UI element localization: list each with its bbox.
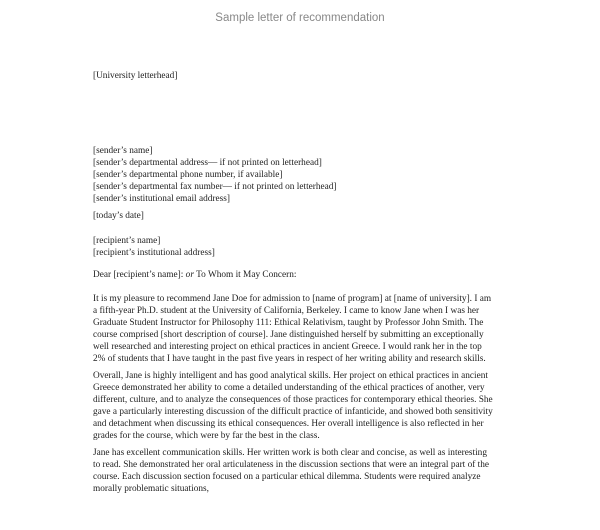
sender-address: [sender’s departmental address— if not printed on letterhead] [93, 157, 322, 168]
sender-phone: [sender’s departmental phone number, if available] [93, 169, 283, 180]
paragraph-line: 2% of students that I have taught in the past five years in respect of her writing ability and research skills. [93, 353, 486, 364]
paragraph-line: a fifth-year Ph.D. student at the University of California, Berkeley. I came to know Jane when I was her [93, 305, 480, 316]
paragraph-line: grades for the course, which were by far the best in the class. [93, 430, 320, 441]
salutation-dear: Dear [recipient’s name]: [93, 270, 186, 280]
paragraph-line: different, culture, and to analyze the consequences of those practices for contemporary ethical theories. She [93, 394, 493, 405]
letterhead-placeholder: [University letterhead] [93, 71, 178, 81]
body-paragraph-1 [93, 294, 513, 365]
paragraph-line: and detachment when discussing its ethical consequences. Her overall intelligence is also reflected in her [93, 418, 484, 429]
paragraph-line: course. Each discussion section focused on a particular ethical dilemma. Students were required analyze [93, 471, 481, 482]
paragraph-line: Jane has excellent communication skills. Her written work is both clear and concise, as well as interesting [93, 448, 487, 458]
sender-name: [sender’s name] [93, 146, 153, 156]
paragraph-line: morally problematic situations, [93, 483, 209, 494]
recipient-name: [recipient’s name] [93, 236, 161, 246]
paragraph-line: to read. She demonstrated her oral articulateness in the discussion sections that were an integral part of the [93, 459, 490, 470]
paragraph-line: Overall, Jane is highly intelligent and has good analytical skills. Her project on ethical practices in ancient [93, 371, 488, 381]
letter-date: [today’s date] [93, 211, 144, 221]
body-paragraph-3 [93, 448, 513, 496]
recipient-address: [recipient’s institutional address] [93, 247, 215, 258]
page-title: Sample letter of recommendation [215, 12, 385, 24]
paragraph-line: Greece demonstrated her ability to come a detailed understanding of the ethical practices of another, very [93, 382, 485, 393]
body-paragraph-2 [93, 371, 513, 442]
paragraph-line: well researched and interesting project on ethical practices in ancient Greece. I would rank her in the top [93, 341, 482, 352]
paragraph-line: course comprised [short description of course]. Jane distinguished herself by submitting an exceptionally [93, 329, 484, 340]
paragraph-line: gave a particularly interesting discussion of the difficult practice of infanticide, and showed both sensitivity [93, 406, 493, 417]
salutation-or: or [185, 270, 194, 280]
salutation [93, 270, 513, 282]
sender-fax: [sender’s departmental fax number— if not printed on letterhead] [93, 181, 337, 192]
salutation-to-whom: To Whom it May Concern: [193, 270, 297, 280]
paragraph-line: It is my pleasure to recommend Jane Doe for admission to [name of program] at [name of university]. I am [93, 294, 492, 304]
recipient-block [93, 236, 513, 260]
paragraph-line: Graduate Student Instructor for Philosophy 111: Ethical Relativism, taught by Professor John Smith. The [93, 317, 484, 328]
sender-email: [sender’s institutional email address] [93, 193, 230, 204]
sender-block [93, 146, 513, 206]
